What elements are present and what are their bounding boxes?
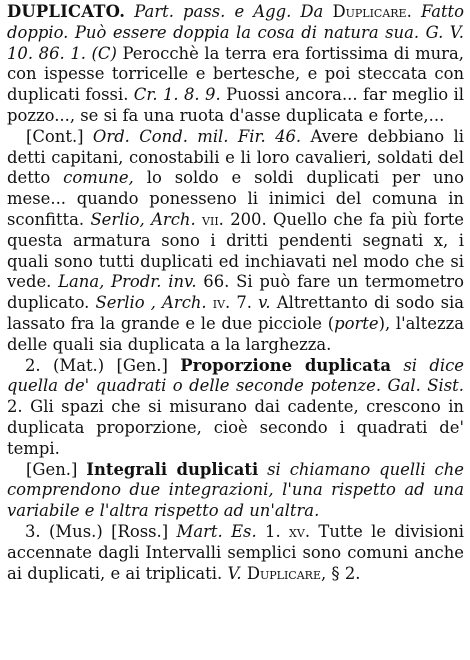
cross-reference-word: Duplicare, [246, 563, 327, 583]
quotation: Tutte le divisioni accennate dagli Intervalli semplici sono comuni anche ai duplicati, e ai triplicati. [7, 521, 465, 583]
quotation: Gli spazi che si misurano dai cadente, crescono in duplicata proporzione, cioè secondo i quadrati de' tempi. [7, 397, 464, 458]
quotation: Perocchè la terra era fortissima di mura, con ispesse torricelle e bertesche, e poi steccata con duplicati fossi. [7, 43, 464, 105]
citation-number: iv. 7. [212, 293, 252, 313]
citation-number: 1. xv. [265, 521, 311, 541]
entry-sense-2 [7, 356, 464, 460]
cross-reference-v: V. [227, 563, 242, 583]
sense-number: 3. (Mus.) [Ross.] [25, 521, 169, 541]
entry-paragraph-cont [7, 127, 464, 356]
entry-paragraph-main [7, 2, 464, 127]
reference-word: Duplicare. [332, 2, 412, 21]
cross-reference-section: § 2. [331, 563, 361, 583]
source-tag: [Gen.] [26, 459, 78, 479]
citation-number: 66. [203, 272, 230, 292]
citation: G. V. 10. 86. 1. (C) [7, 22, 464, 63]
citation: Mart. Es. [176, 521, 257, 541]
citation: Serlio , [95, 293, 156, 313]
citation-number: 2. [7, 397, 23, 417]
definition: l'una rispetto ad una variabile e l'altra rispetto ad un'altra. [7, 480, 464, 521]
citation: Lana, Prodr. inv. [58, 272, 197, 292]
quotation: lo soldo e soldi duplicati per uno mese... quando ponesseno li inimici del comuna in sconfitta. [7, 168, 464, 229]
citation-number: vii. 200. [202, 209, 267, 229]
citation: Gal. Sist. [387, 376, 464, 396]
quotation: Avere debbiano li detti capitani, conostabili e li loro cavalieri, soldati del detto [7, 126, 464, 188]
definition: si dice quella de' quadrati o delle seconde potenze. [7, 355, 464, 396]
source-tag: [Cont.] [26, 126, 84, 146]
entry-sense-2-gen [7, 460, 464, 522]
quotation: Puossi ancora... far meglio il pozzo..., se si fa una ruota d'asse duplicata e forte,... [7, 85, 464, 125]
sense-number: 2. (Mat.) [Gen.] [25, 355, 168, 375]
citation: Cr. 1. 8. 9. [133, 85, 221, 105]
citation: Serlio, Arch. [90, 209, 196, 229]
headword: DUPLICATO. [7, 2, 126, 21]
entry-sense-3 [7, 522, 464, 584]
citation: Arch. [162, 293, 207, 313]
quotation: Si può fare un termometro duplicato. [7, 272, 464, 313]
sense-term: Integrali duplicati [86, 459, 259, 479]
quotation: Quello che fa più forte questa armatura sono i dritti pendenti segnati x, i quali sono tutti duplicati ed inchiavati nel modo che si vede. [7, 209, 464, 292]
definition: Fatto doppio. Può essere doppia la cosa di natura sua. [7, 2, 465, 42]
definition: si chiamano quelli che comprendono due integrazioni, [7, 459, 464, 500]
citation-verse: v. [258, 293, 271, 313]
quotation: Altrettanto di sodo sia lassato fra la grande e le due picciole ( [7, 293, 465, 333]
citation: Ord. Cond. mil. Fir. 46. [92, 126, 302, 146]
quotation: ), l'altezza delle quali sia duplicata a la larghezza. [7, 313, 464, 354]
quotation-italic: porte [334, 313, 379, 333]
sense-term: Proporzione duplicata [180, 355, 391, 375]
quotation-italic: comune, [63, 168, 134, 188]
part-of-speech: Part. pass. e Agg. Da [134, 2, 324, 21]
